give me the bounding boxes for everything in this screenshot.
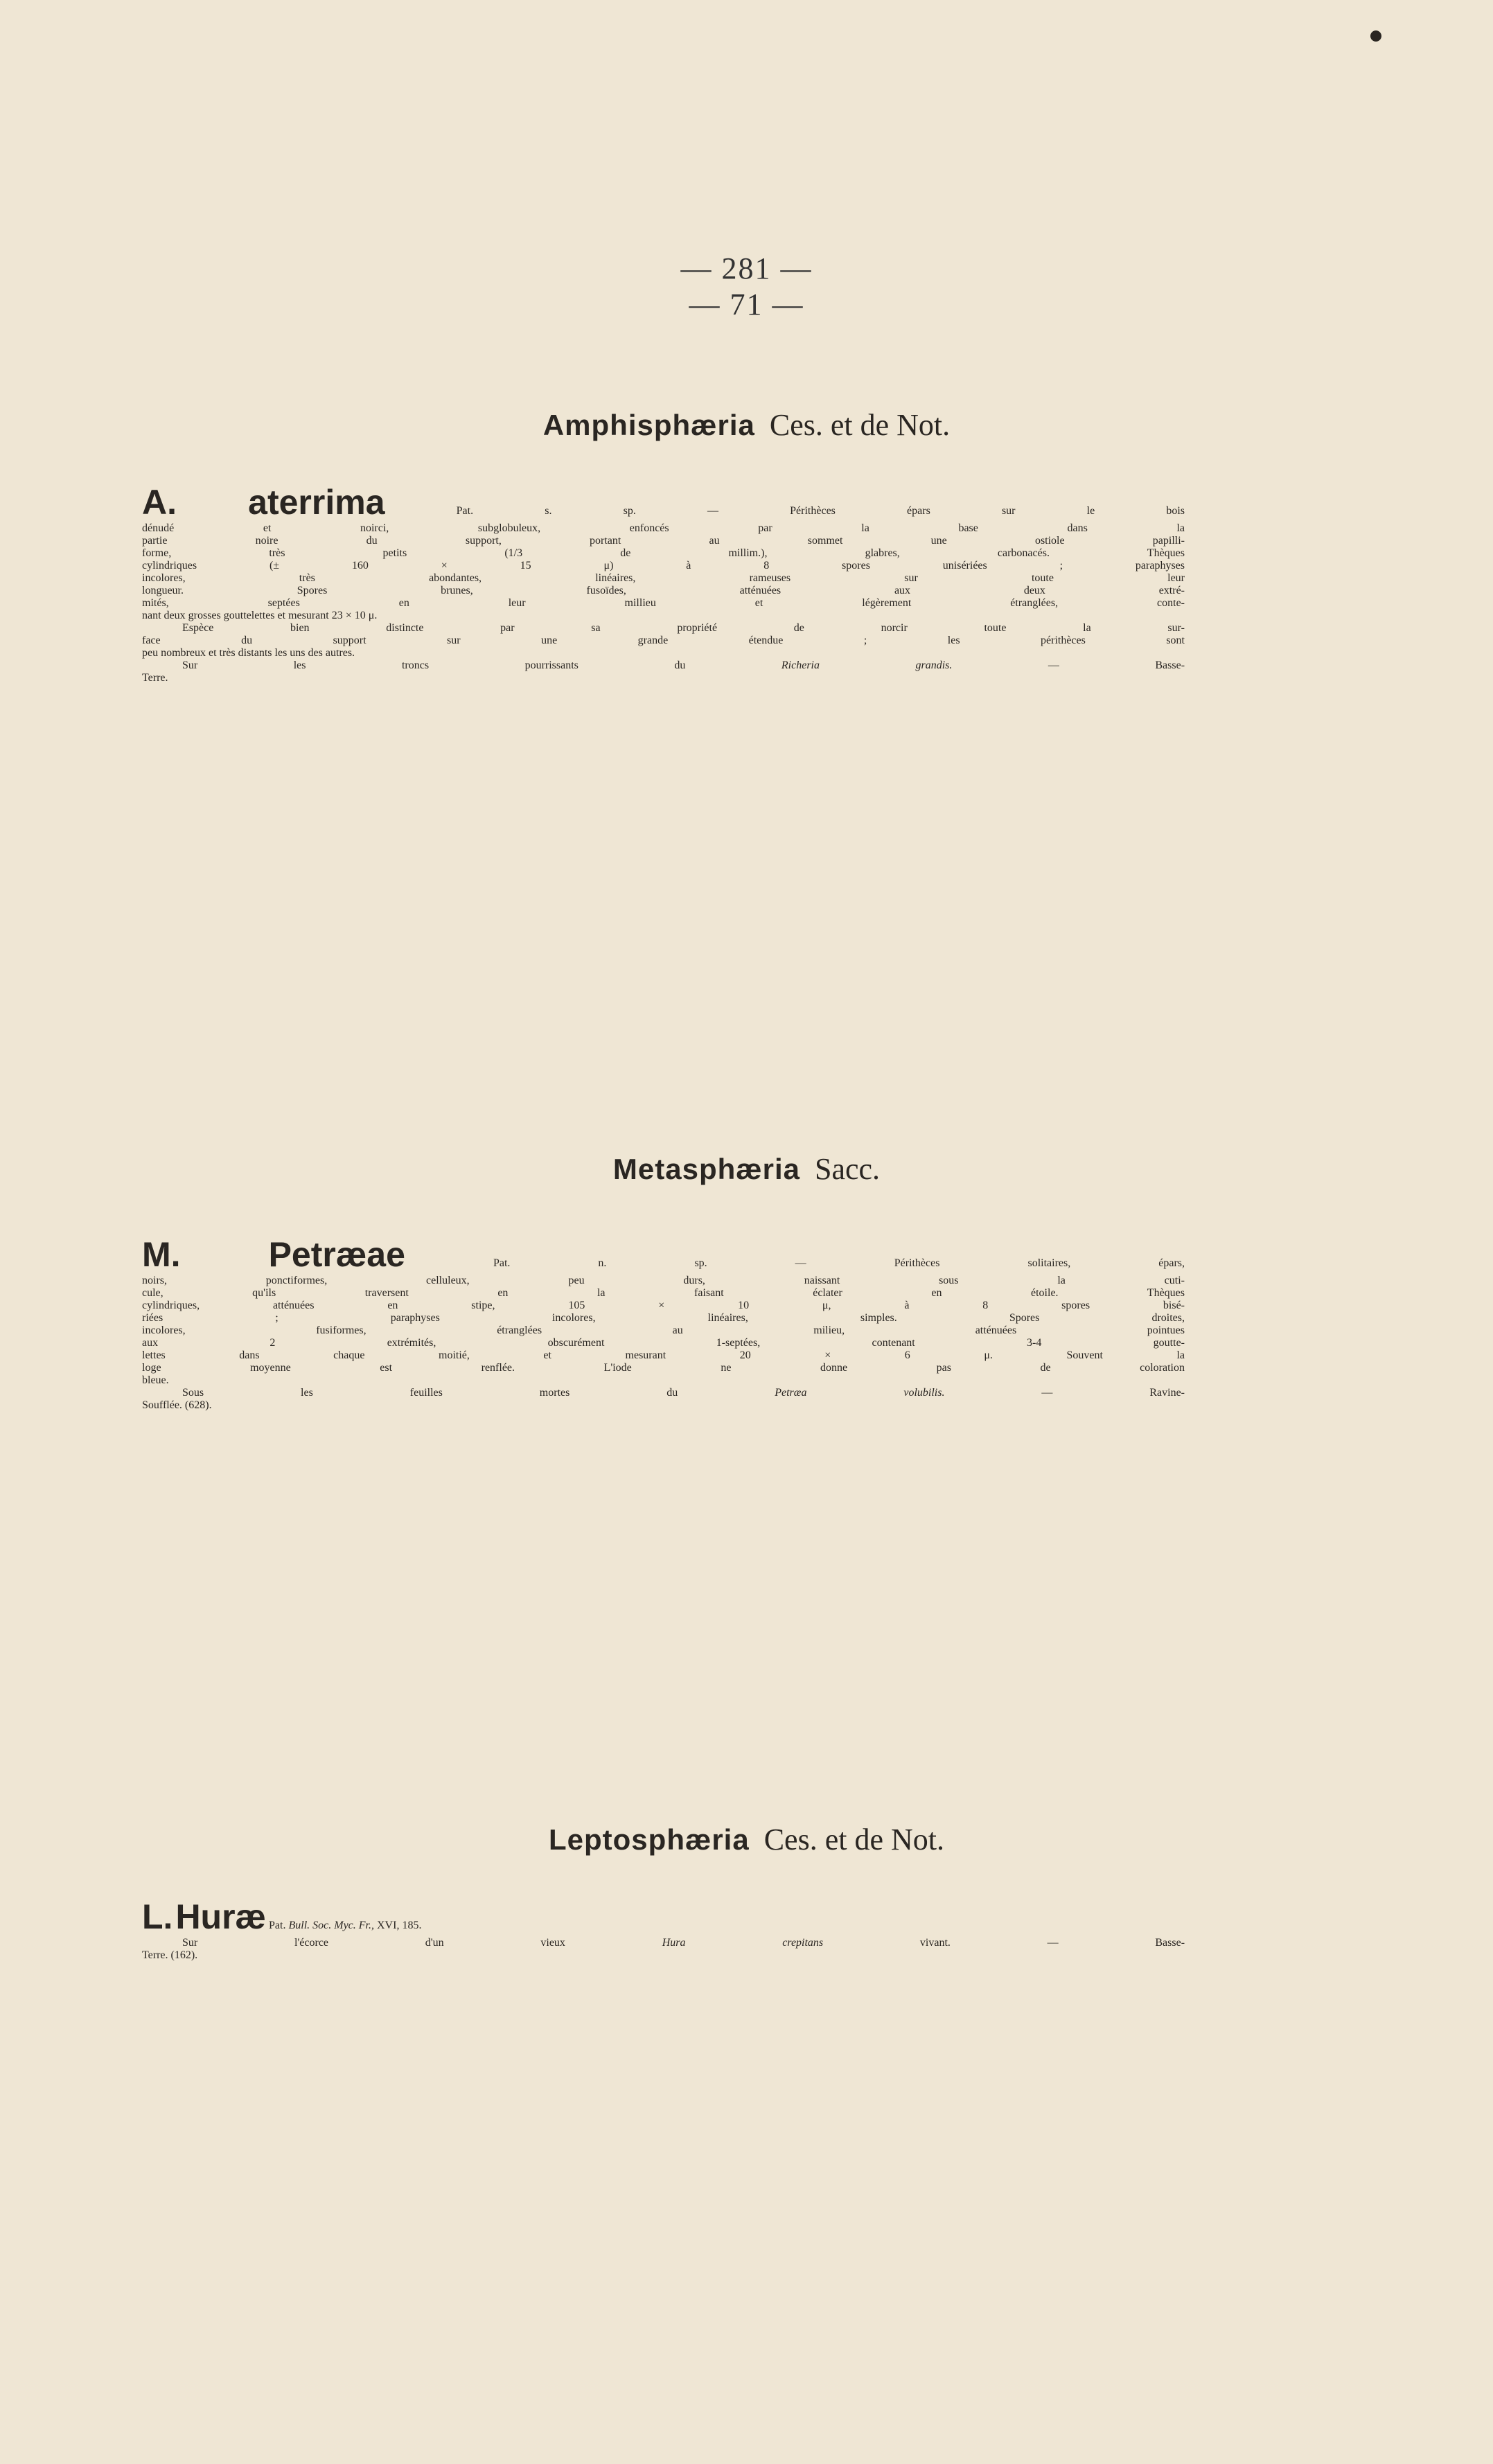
species-abbr: A.: [142, 483, 177, 522]
citation-journal: Bull. Soc. Myc. Fr.,: [288, 1920, 374, 1931]
species-description: [142, 482, 1185, 684]
description-line: lettes dans chaque moitié, et mesurant 20 × 6 μ. Souvent la: [142, 1349, 1185, 1361]
description-line: dénudé et noirci, subglobuleux, enfoncés par la base dans la: [142, 522, 1185, 534]
species-name: Huræ: [175, 1897, 267, 1936]
genus-author: Ces. et de Not.: [763, 1823, 944, 1856]
genus-author: Sacc.: [815, 1152, 881, 1186]
genus-heading: [0, 1819, 1493, 1861]
species-description: [142, 1897, 1185, 1962]
habitat-line: Sur l'écorce d'un vieux Hura crepitans vivant. — Basse-: [182, 1937, 1185, 1949]
description-line: aux 2 extrémités, obscurément 1-septées, contenant 3-4 goutte-: [142, 1337, 1185, 1349]
remark-line: face du support sur une grande étendue ; les périthèces sont: [142, 635, 1185, 646]
genus-name: Amphisphæria: [542, 409, 755, 441]
species-name: aterrima: [248, 483, 385, 522]
description-line: Pat. n. sp. — Périthèces solitaires, épars,: [493, 1257, 1185, 1269]
host-name: Hura crepitans: [662, 1937, 824, 1949]
host-name: Richeria grandis.: [781, 659, 953, 671]
description-line: incolores, très abondantes, linéaires, rameuses sur toute leur: [142, 572, 1185, 584]
description-line: cylindriques (± 160 × 15 μ) à 8 spores unisériées ; paraphyses: [142, 560, 1185, 571]
genus-heading: [0, 1149, 1493, 1190]
genus-name: Leptosphæria: [549, 1823, 750, 1856]
species-abbr: M.: [142, 1235, 181, 1274]
page-number-original: — 281 —: [680, 251, 813, 285]
description-line: mités, septées en leur millieu et légèrement étranglées, conte-: [142, 597, 1185, 609]
habitat-line-2: Terre. (162).: [142, 1949, 198, 1961]
habitat-line: Sur les troncs pourrissants du Richeria grandis. — Basse-: [182, 659, 1185, 671]
description-line: bleue.: [142, 1374, 169, 1386]
genus-heading: [0, 405, 1493, 446]
description-line: cule, qu'ils traversent en la faisant éclater en étoile. Thèques: [142, 1287, 1185, 1299]
genus-author: Ces. et de Not.: [769, 408, 951, 442]
description-line: Pat. s. sp. — Périthèces épars sur le bois: [456, 505, 1185, 517]
description-line: nant deux grosses gouttelettes et mesurant 23 × 10 μ.: [142, 610, 378, 621]
description-line: cylindriques, atténuées en stipe, 105 × 10 μ, à 8 spores bisé-: [142, 1300, 1185, 1311]
citation-ref: XVI, 185.: [377, 1920, 422, 1931]
habitat-line-2: Terre.: [142, 672, 168, 684]
remark-line: Espèce bien distincte par sa propriété de norcir toute la sur-: [182, 622, 1185, 634]
description-line: noirs, ponctiformes, celluleux, peu durs, naissant sous la cuti-: [142, 1275, 1185, 1286]
species-abbr: L.: [142, 1897, 173, 1936]
description-line: loge moyenne est renflée. L'iode ne donne pas de coloration: [142, 1362, 1185, 1374]
description-line: longueur. Spores brunes, fusoïdes, atténuées aux deux extré-: [142, 585, 1185, 596]
habitat-line-2: Soufflée. (628).: [142, 1399, 212, 1411]
page-number-local: — 71 —: [689, 287, 804, 321]
host-name: Petræa volubilis.: [775, 1387, 945, 1399]
description-line: incolores, fusiformes, étranglées au milieu, atténuées pointues: [142, 1324, 1185, 1336]
remark-line: peu nombreux et très distants les uns des autres.: [142, 647, 355, 659]
species-name: Petræae: [268, 1235, 405, 1274]
genus-name: Metasphæria: [612, 1153, 800, 1185]
species-description: [142, 1234, 1185, 1412]
description-line: forme, très petits (1/3 de millim.), glabres, carbonacés. Thèques: [142, 547, 1185, 559]
habitat-line: Sous les feuilles mortes du Petræa volubilis. — Ravine-: [182, 1387, 1185, 1399]
description-line: riées ; paraphyses incolores, linéaires, simples. Spores droites,: [142, 1312, 1185, 1324]
citation-author: Pat.: [269, 1920, 286, 1931]
ink-dot: [1370, 30, 1381, 42]
description-line: partie noire du support, portant au sommet une ostiole papilli-: [142, 535, 1185, 547]
